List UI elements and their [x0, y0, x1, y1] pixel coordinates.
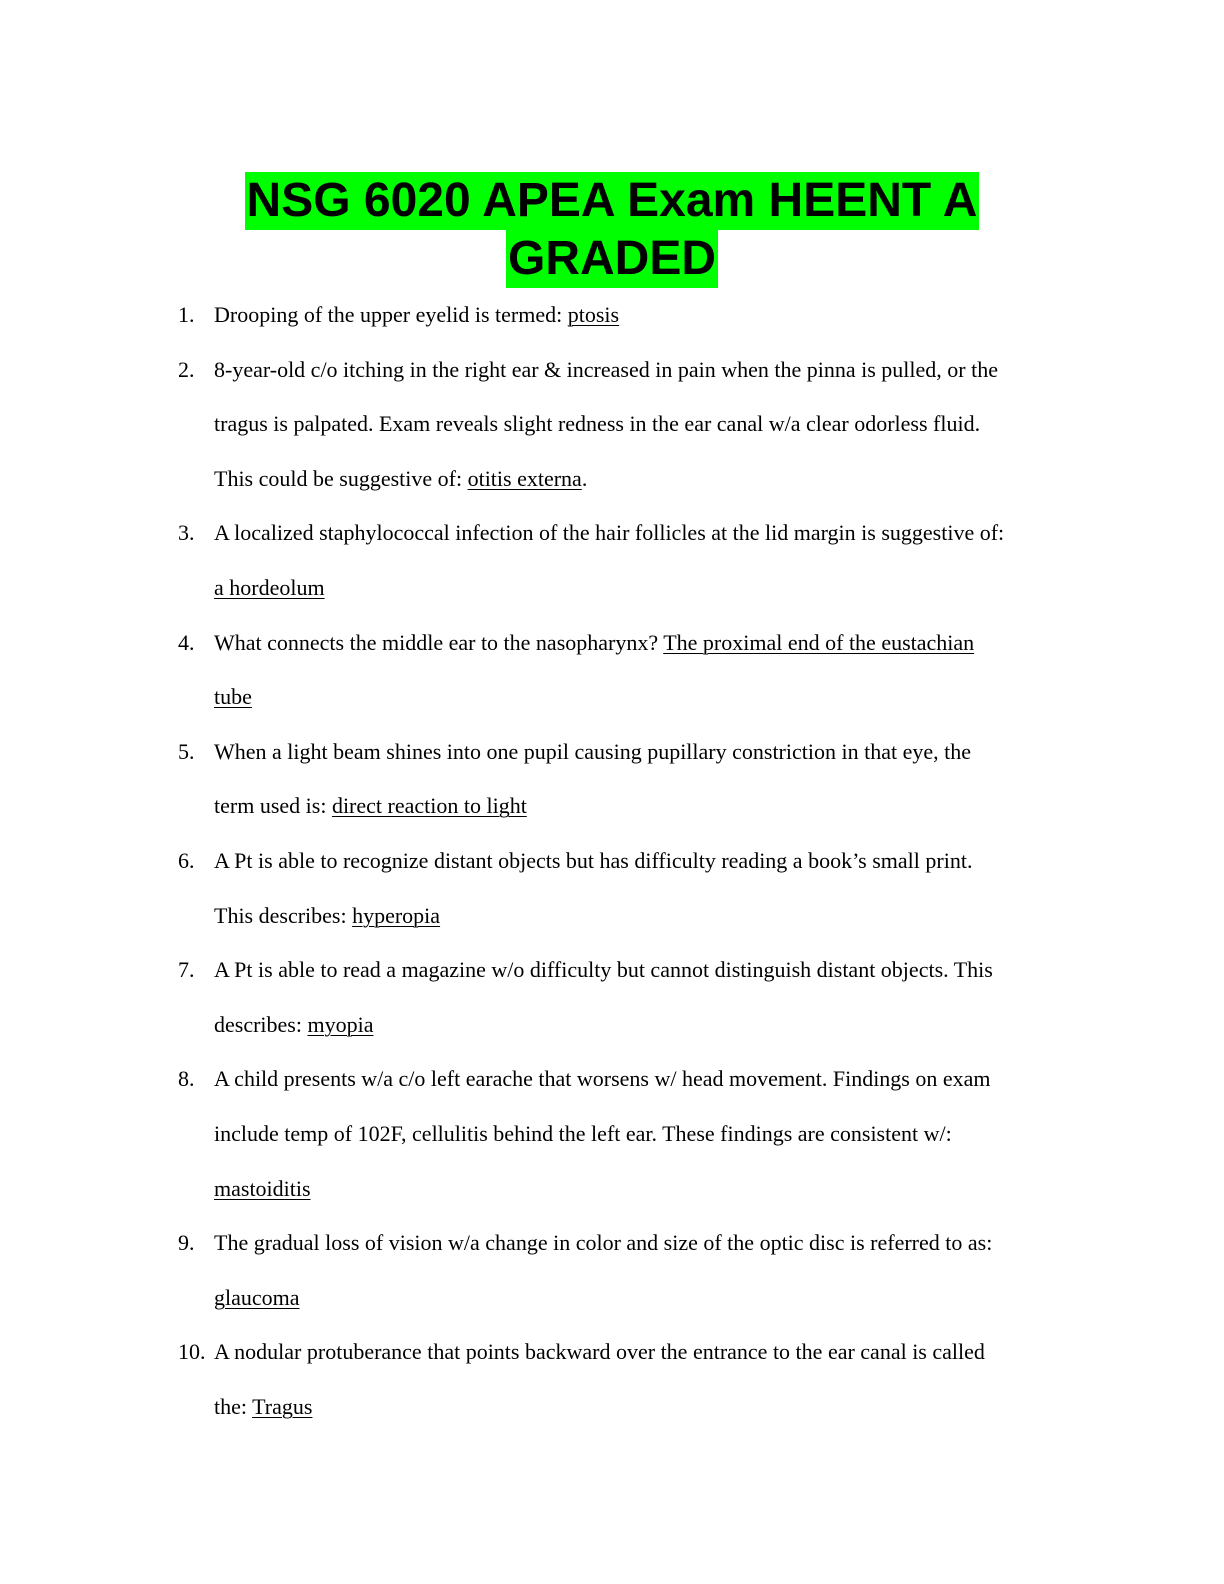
question-number: 2.: [178, 356, 195, 382]
question-text-line: [214, 943, 1074, 998]
question-number: 10.: [178, 1339, 206, 1365]
title-line-2: GRADED: [506, 230, 718, 288]
question-text: describes:: [214, 1011, 308, 1037]
question-text-line: [214, 1271, 1074, 1326]
question-number: 3.: [178, 520, 195, 546]
question-text: 8-year-old c/o itching in the right ear & increased in pain when the pinna is pulled, or the: [214, 356, 998, 382]
question-text: A child presents w/a c/o left earache that worsens w/ head movement. Findings on exam: [214, 1066, 991, 1092]
document-title: [0, 172, 1224, 288]
question-answer: glaucoma: [214, 1284, 300, 1310]
question-text: The gradual loss of vision w/a change in color and size of the optic disc is referred to as:: [214, 1230, 993, 1256]
question-answer: otitis externa: [467, 465, 582, 491]
question-text-line: [214, 616, 1074, 671]
question-item: [0, 288, 1224, 343]
title-line-1: NSG 6020 APEA Exam HEENT A: [245, 172, 980, 230]
question-text: A localized staphylococcal infection of the hair follicles at the lid margin is suggestive of:: [214, 520, 1005, 546]
question-item: [0, 1325, 1224, 1434]
question-text: Drooping of the upper eyelid is termed:: [214, 302, 568, 327]
question-number: 6.: [178, 847, 195, 873]
question-text-line: [214, 779, 1074, 834]
question-text-line: [214, 834, 1074, 889]
question-text: the:: [214, 1393, 253, 1419]
question-text-line: [214, 725, 1074, 780]
question-answer-continued: tube: [214, 684, 252, 710]
question-item: [0, 616, 1224, 725]
question-number: 5.: [178, 738, 195, 764]
question-text: When a light beam shines into one pupil causing pupillary constriction in that eye, the: [214, 738, 971, 764]
question-answer: Tragus: [252, 1393, 313, 1419]
question-text-line: [214, 998, 1074, 1053]
question-number: 8.: [178, 1066, 195, 1092]
question-number: 4.: [178, 629, 195, 655]
question-text: This describes:: [214, 902, 353, 928]
question-answer: hyperopia: [352, 902, 441, 928]
question-text: term used is:: [214, 793, 332, 819]
question-text-line: [214, 670, 1074, 725]
question-text-line: [214, 1052, 1074, 1107]
question-text: A nodular protuberance that points backward over the entrance to the ear canal is called: [214, 1339, 985, 1365]
question-number: 9.: [178, 1230, 195, 1256]
question-answer: myopia: [307, 1011, 374, 1037]
question-answer: mastoiditis: [214, 1175, 311, 1201]
question-number: 7.: [178, 957, 195, 983]
question-answer: direct reaction to light: [331, 793, 527, 819]
question-text-line: [214, 561, 1074, 616]
question-list: [0, 288, 1224, 1434]
question-item: [0, 506, 1224, 615]
question-answer: ptosis: [567, 302, 620, 327]
question-text-line: [214, 452, 1074, 507]
question-item: [0, 725, 1224, 834]
question-text-line: [214, 1216, 1074, 1271]
question-number: 1.: [178, 302, 195, 327]
question-text-line: [214, 889, 1074, 944]
question-text-line: [214, 1162, 1074, 1217]
question-text-line: [214, 1380, 1074, 1435]
question-text-line: [214, 397, 1074, 452]
question-answer: a hordeolum: [214, 574, 325, 600]
question-text: A Pt is able to read a magazine w/o difficulty but cannot distinguish distant objects. This: [214, 957, 993, 983]
question-item: [0, 343, 1224, 507]
question-text-line: [214, 288, 1074, 343]
question-text: This could be suggestive of:: [214, 465, 468, 491]
question-text: A Pt is able to recognize distant objects but has difficulty reading a book’s small print.: [214, 847, 973, 873]
question-text-line: [214, 506, 1074, 561]
question-item: [0, 943, 1224, 1052]
question-text: What connects the middle ear to the nasopharynx?: [214, 629, 664, 655]
question-item: [0, 1216, 1224, 1325]
answer-punctuation: .: [581, 465, 588, 491]
question-answer: The proximal end of the eustachian: [663, 629, 975, 655]
question-text-line: [214, 1107, 1074, 1162]
question-text: tragus is palpated. Exam reveals slight redness in the ear canal w/a clear odorless fluid.: [214, 411, 981, 437]
question-item: [0, 834, 1224, 943]
question-item: [0, 1052, 1224, 1216]
question-text-line: [214, 343, 1074, 398]
question-text: include temp of 102F, cellulitis behind the left ear. These findings are consistent w/:: [214, 1120, 952, 1146]
question-text-line: [214, 1325, 1074, 1380]
